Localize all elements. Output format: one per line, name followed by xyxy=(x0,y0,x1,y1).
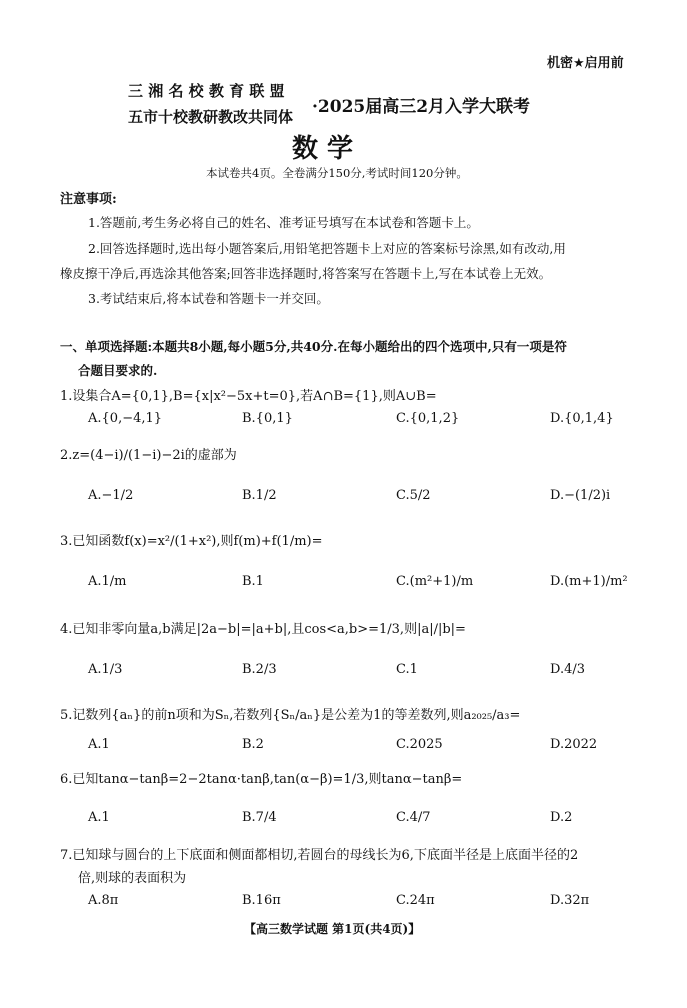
question-4-option-a: A.1/3 xyxy=(88,662,123,677)
question-5-option-d: D.2022 xyxy=(550,737,598,752)
subject-title: 数 学 xyxy=(292,134,354,164)
question-3-option-d: D.(m+1)/m² xyxy=(550,574,628,589)
question-1-option-c: C.{0,1,2} xyxy=(396,411,460,426)
question-2-option-d: D.−(1/2)i xyxy=(550,488,611,503)
question-2-option-b: B.1/2 xyxy=(242,488,277,503)
question-6-option-c: C.4/7 xyxy=(396,810,431,825)
question-6-stem: 6.已知tanα−tanβ=2−2tanα·tanβ,tan(α−β)=1/3,则tanα−tanβ= xyxy=(60,772,463,787)
question-6-option-d: D.2 xyxy=(550,810,573,825)
question-5-stem: 5.记数列{aₙ}的前n项和为Sₙ,若数列{Sₙ/aₙ}是公差为1的等差数列,则a₂₀₂₅/a₃= xyxy=(60,708,521,723)
note-2b: 橡皮擦干净后,再选涂其他答案;回答非选择题时,将答案写在答题卡上,写在本试卷上无效。 xyxy=(60,266,552,281)
note-1: 1.答题前,考生务必将自己的姓名、准考证号填写在本试卷和答题卡上。 xyxy=(88,215,479,230)
question-7-option-a: A.8π xyxy=(88,893,119,908)
question-1-stem: 1.设集合A={0,1},B={x|x²−5x+t=0},若A∩B={1},则A∪B= xyxy=(60,389,437,404)
notes-heading: 注意事项: xyxy=(60,192,117,207)
exam-title: ·2025届高三2月入学大联考 xyxy=(312,97,531,117)
question-5-option-b: B.2 xyxy=(242,737,264,752)
question-7-stem-line1: 7.已知球与圆台的上下底面和侧面都相切,若圆台的母线长为6,下底面半径是上底面半径的2 xyxy=(60,848,579,863)
section-heading-line2: 合题目要求的. xyxy=(78,363,158,378)
question-6-option-b: B.7/4 xyxy=(242,810,277,825)
question-5-option-a: A.1 xyxy=(88,737,110,752)
section-heading-line1: 一、单项选择题:本题共8小题,每小题5分,共40分.在每小题给出的四个选项中,只有一项是符 xyxy=(60,339,567,354)
question-4-stem: 4.已知非零向量a,b满足|2a−b|=|a+b|,且cos<a,b>=1/3,则|a|/|b|= xyxy=(60,622,466,637)
question-3-option-b: B.1 xyxy=(242,574,264,589)
question-2-option-a: A.−1/2 xyxy=(88,488,134,503)
question-1-option-a: A.{0,−4,1} xyxy=(88,411,163,426)
union-name-1: 三 湘 名 校 教 育 联 盟 xyxy=(128,82,285,100)
union-name-2: 五市十校教研教改共同体 xyxy=(128,108,294,126)
question-1-option-b: B.{0,1} xyxy=(242,411,293,426)
exam-info: 本试卷共4页。全卷满分150分,考试时间120分钟。 xyxy=(206,166,468,180)
question-7-option-b: B.16π xyxy=(242,893,281,908)
question-7-stem-line2: 倍,则球的表面积为 xyxy=(78,871,187,886)
note-3: 3.考试结束后,将本试卷和答题卡一并交回。 xyxy=(88,291,329,306)
question-5-option-c: C.2025 xyxy=(396,737,443,752)
question-4-option-c: C.1 xyxy=(396,662,418,677)
question-2-stem: 2.z=(4−i)/(1−i)−2i的虚部为 xyxy=(60,448,237,463)
confidential-label: 机密★启用前 xyxy=(547,56,624,71)
question-3-stem: 3.已知函数f(x)=x²/(1+x²),则f(m)+f(1/m)= xyxy=(60,534,323,549)
question-6-option-a: A.1 xyxy=(88,810,110,825)
question-4-option-b: B.2/3 xyxy=(242,662,277,677)
question-3-option-a: A.1/m xyxy=(88,574,127,589)
question-3-option-c: C.(m²+1)/m xyxy=(396,574,474,589)
question-4-option-d: D.4/3 xyxy=(550,662,586,677)
question-7-option-d: D.32π xyxy=(550,893,590,908)
question-7-option-c: C.24π xyxy=(396,893,435,908)
question-2-option-c: C.5/2 xyxy=(396,488,431,503)
page-footer: 【高三数学试题 第1页(共4页)】 xyxy=(244,922,421,936)
question-1-option-d: D.{0,1,4} xyxy=(550,411,614,426)
note-2a: 2.回答选择题时,选出每小题答案后,用铅笔把答题卡上对应的答案标号涂黑,如有改动,用 xyxy=(88,241,566,256)
